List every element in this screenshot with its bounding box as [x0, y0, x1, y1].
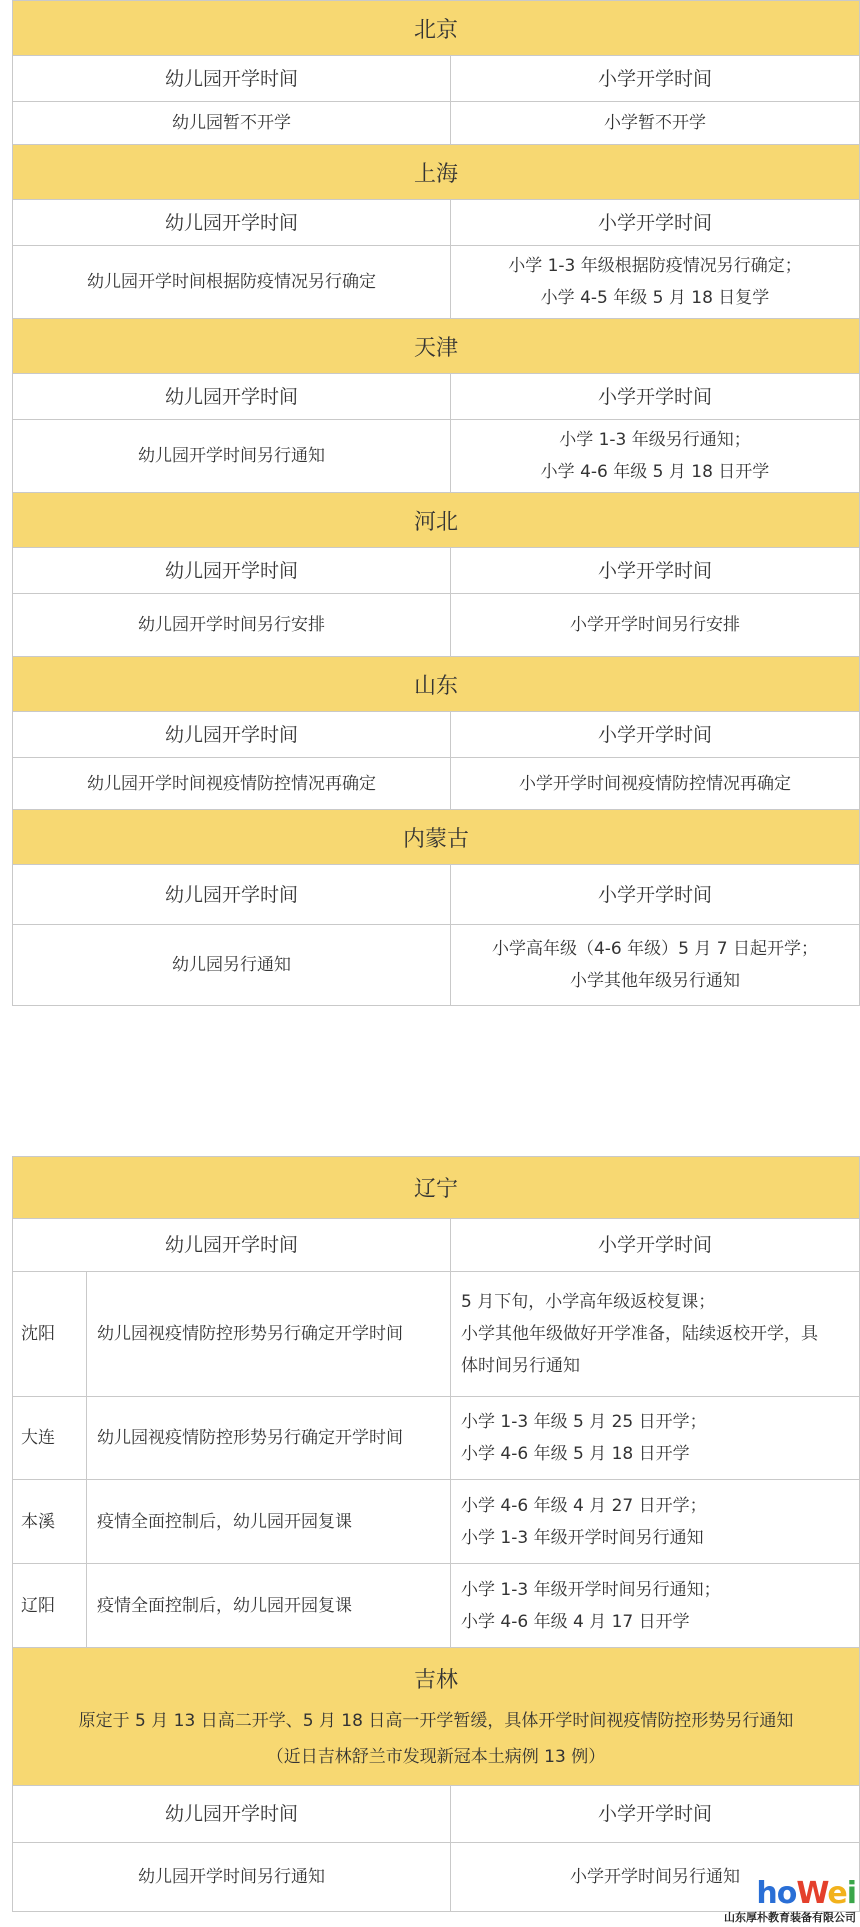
primary-header: 小学开学时间 [597, 559, 712, 582]
logo-mark: hoWei [756, 1876, 856, 1911]
region-header-shanghai: 上海 [12, 144, 860, 199]
primary-cell: 小学 1-3 年级 5 月 25 日开学； 小学 4-6 年级 5 月 18 日开学 [461, 1412, 707, 1464]
primary-cell: 小学 1-3 年级根据防疫情况另行确定； 小学 4-5 年级 5 月 18 日复学 [508, 256, 802, 308]
kindergarten-cell: 疫情全面控制后，幼儿园开园复课 [87, 1480, 451, 1563]
kindergarten-cell: 幼儿园视疫情防控形势另行确定开学时间 [87, 1272, 451, 1396]
table-row [12, 245, 860, 318]
primary-cell: 小学 1-3 年级开学时间另行通知； 小学 4-6 年级 4 月 17 日开学 [461, 1579, 721, 1632]
region-header-hebei: 河北 [12, 492, 860, 547]
table-row [12, 1396, 860, 1479]
region-header-liaoning: 辽宁 [12, 1156, 860, 1218]
region-header-inner-mongolia: 内蒙古 [12, 809, 860, 864]
kindergarten-cell: 幼儿园开学时间另行通知 [13, 420, 451, 492]
column-header-row [12, 1785, 860, 1842]
region-header-beijing: 北京 [12, 0, 860, 55]
primary-cell: 5 月下旬，小学高年级返校复课； 小学其他年级做好开学准备，陆续返校开学，具 体时间另行通知 [461, 1292, 818, 1376]
kindergarten-cell: 幼儿园开学时间另行通知 [13, 1843, 451, 1911]
column-header-row [12, 55, 860, 101]
primary-cell: 小学暂不开学 [604, 113, 706, 133]
column-header-row [12, 864, 860, 924]
table-row [12, 1271, 860, 1396]
kindergarten-cell: 幼儿园暂不开学 [13, 102, 451, 144]
column-header-row [12, 1218, 860, 1271]
column-header-row [12, 373, 860, 419]
kindergarten-header: 幼儿园开学时间 [13, 1786, 451, 1842]
table-row [12, 924, 860, 1006]
primary-cell: 小学开学时间另行通知 [570, 1867, 740, 1887]
school-opening-table-2 [12, 1156, 860, 1912]
kindergarten-cell: 疫情全面控制后，幼儿园开园复课 [87, 1564, 451, 1647]
kindergarten-header: 幼儿园开学时间 [13, 374, 451, 419]
city-cell: 本溪 [13, 1480, 87, 1563]
primary-cell: 小学 1-3 年级另行通知； 小学 4-6 年级 5 月 18 日开学 [540, 430, 770, 482]
table-row [12, 1479, 860, 1563]
kindergarten-header: 幼儿园开学时间 [13, 712, 451, 757]
primary-header: 小学开学时间 [597, 723, 712, 746]
kindergarten-header: 幼儿园开学时间 [13, 56, 451, 101]
kindergarten-cell: 幼儿园开学时间另行安排 [13, 594, 451, 656]
kindergarten-header: 幼儿园开学时间 [13, 548, 451, 593]
jilin-note: 原定于 5 月 13 日高二开学、5 月 18 日高一开学暂缓，具体开学时间视疫情防控形势另行通知 [78, 1710, 794, 1731]
kindergarten-cell: 幼儿园另行通知 [13, 925, 451, 1005]
kindergarten-cell: 幼儿园开学时间根据防疫情况另行确定 [13, 246, 451, 318]
region-header-tianjin: 天津 [12, 318, 860, 373]
city-cell: 沈阳 [13, 1272, 87, 1396]
table-row [12, 101, 860, 144]
table-row [12, 593, 860, 656]
primary-cell: 小学开学时间另行安排 [570, 615, 740, 635]
kindergarten-header: 幼儿园开学时间 [13, 865, 451, 924]
primary-cell: 小学 4-6 年级 4 月 27 日开学； 小学 1-3 年级开学时间另行通知 [461, 1495, 707, 1548]
region-header-shandong: 山东 [12, 656, 860, 711]
city-cell: 大连 [13, 1397, 87, 1479]
primary-header: 小学开学时间 [597, 67, 712, 90]
primary-header: 小学开学时间 [597, 211, 712, 234]
table-row [12, 1563, 860, 1647]
primary-header: 小学开学时间 [597, 385, 712, 408]
kindergarten-header: 幼儿园开学时间 [13, 200, 451, 245]
column-header-row [12, 199, 860, 245]
primary-cell: 小学高年级（4-6 年级）5 月 7 日起开学； 小学其他年级另行通知 [491, 939, 818, 991]
primary-header: 小学开学时间 [597, 1803, 712, 1825]
primary-header: 小学开学时间 [597, 1234, 712, 1256]
table-row [12, 757, 860, 809]
column-header-row [12, 547, 860, 593]
jilin-subnote: （近日吉林舒兰市发现新冠本土病例 13 例） [266, 1746, 606, 1767]
region-header-jilin: 吉林 原定于 5 月 13 日高二开学、5 月 18 日高一开学暂缓，具体开学时间视疫情防控形势另行通知 （近日吉林舒兰市发现新冠本土病例 13 例） [12, 1647, 860, 1785]
company-name: 山东厚朴教育装备有限公司 [724, 1911, 856, 1924]
column-header-row [12, 711, 860, 757]
city-cell: 辽阳 [13, 1564, 87, 1647]
company-logo [724, 1876, 856, 1925]
kindergarten-cell: 幼儿园视疫情防控形势另行确定开学时间 [87, 1397, 451, 1479]
primary-header: 小学开学时间 [597, 883, 712, 906]
school-opening-table-1 [12, 0, 860, 1006]
primary-cell: 小学开学时间视疫情防控情况再确定 [519, 773, 791, 794]
table-row [12, 419, 860, 492]
kindergarten-cell: 幼儿园开学时间视疫情防控情况再确定 [13, 758, 451, 809]
kindergarten-header: 幼儿园开学时间 [13, 1219, 451, 1271]
